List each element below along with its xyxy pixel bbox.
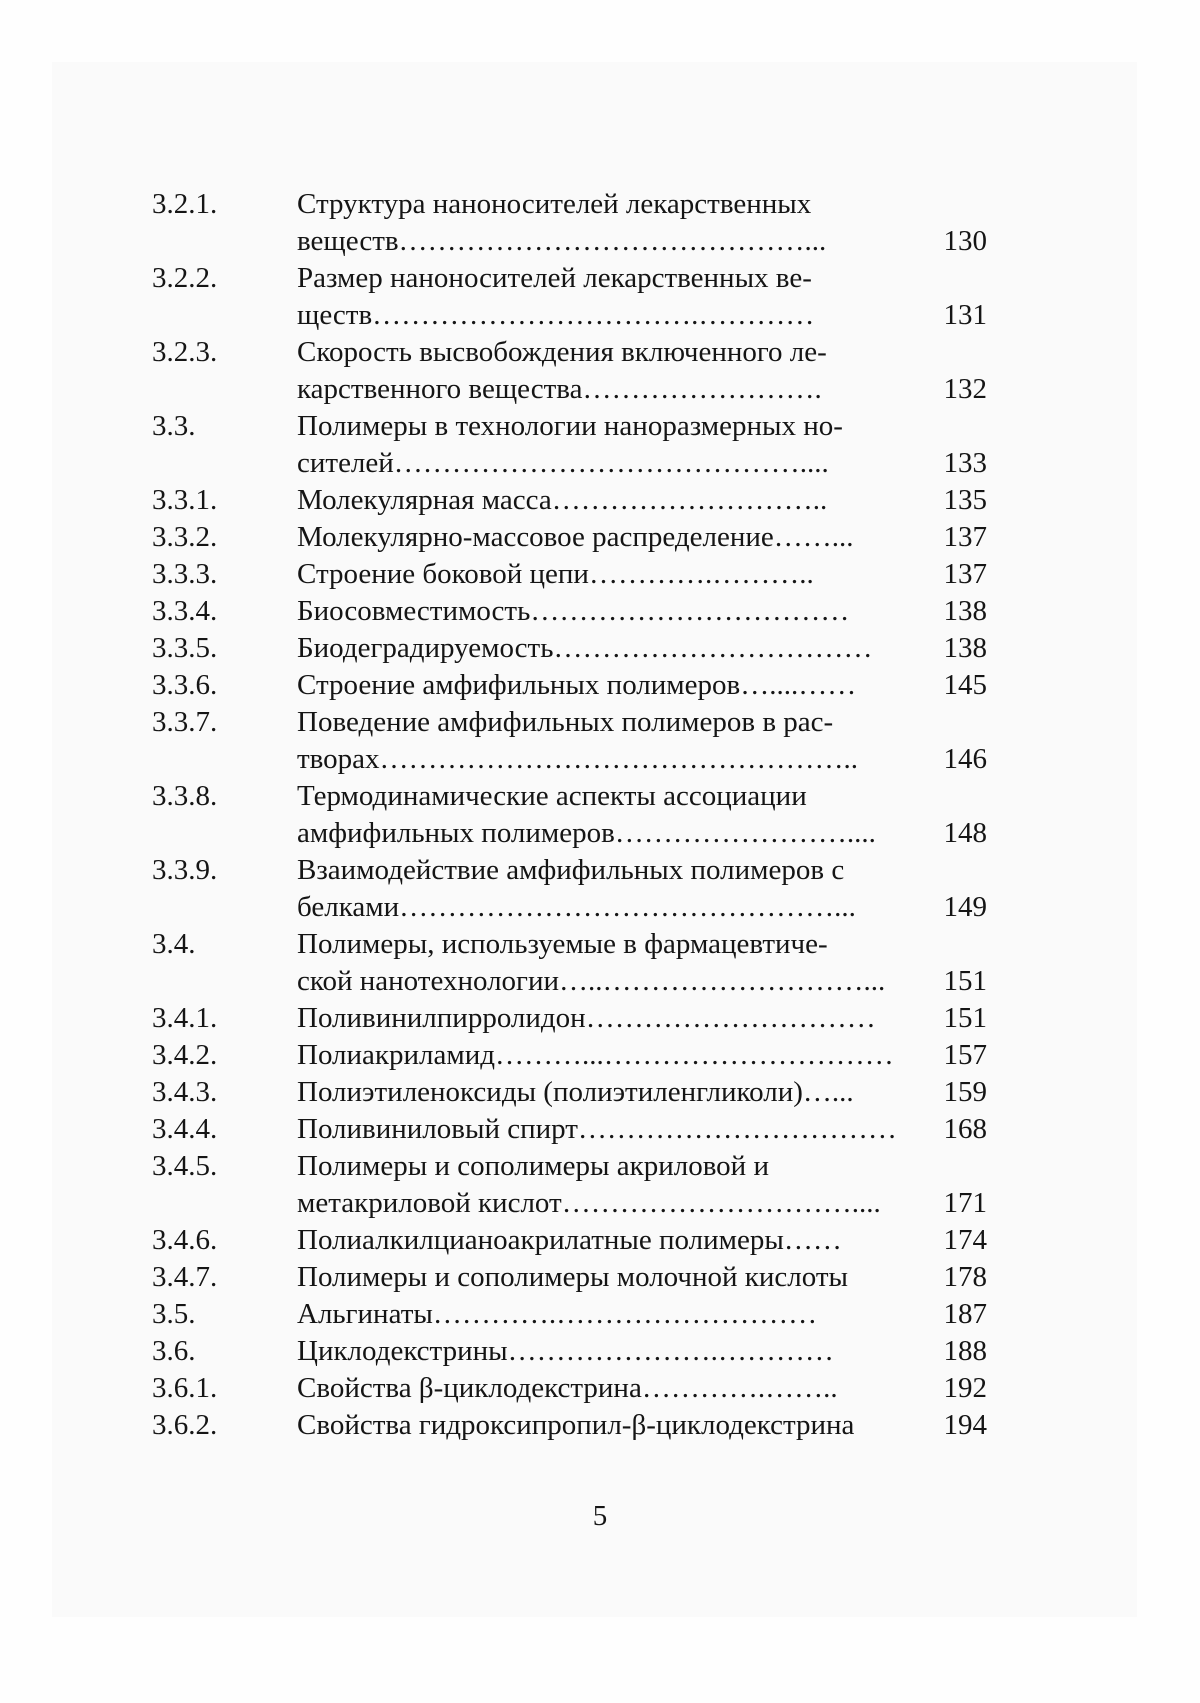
toc-entry-page: 171 — [943, 1187, 987, 1219]
toc-entry-number: 3.2.1. — [152, 188, 218, 220]
toc-entry — [152, 1370, 1012, 1407]
toc-entry — [152, 1296, 1012, 1333]
toc-entry-page: 138 — [943, 595, 987, 627]
toc-entry-page: 130 — [943, 225, 987, 257]
toc-entry-number: 3.4. — [152, 928, 196, 960]
toc-entry — [152, 667, 1012, 704]
toc-entry-page: 168 — [943, 1113, 987, 1145]
toc-entry-page: 146 — [943, 743, 987, 775]
toc-entry — [152, 1222, 1012, 1259]
toc-entry-number: 3.4.1. — [152, 1002, 218, 1034]
toc-entry-title: Полиэтиленоксиды (полиэтиленгликоли)…... — [297, 1076, 854, 1108]
toc-entry-page: 192 — [943, 1372, 987, 1404]
toc-entry-title: Полимеры в технологии наноразмерных но- сителей…………………………………….... — [297, 410, 843, 479]
toc-entry-page: 131 — [943, 299, 987, 331]
toc-entry-page: 157 — [943, 1039, 987, 1071]
toc-entry-title: Циклодекстрины………………….………… — [297, 1335, 834, 1367]
toc-entry-title: Молекулярно-массовое распределение……... — [297, 521, 854, 553]
toc-entry-number: 3.6. — [152, 1335, 196, 1367]
toc-entry-page: 178 — [943, 1261, 987, 1293]
toc-entry-number: 3.3.2. — [152, 521, 218, 553]
toc-entry-page: 174 — [943, 1224, 987, 1256]
toc-entry-page: 137 — [943, 558, 987, 590]
toc-entry — [152, 1074, 1012, 1111]
toc-entry-page: 138 — [943, 632, 987, 664]
toc-entry-number: 3.3.8. — [152, 780, 218, 812]
toc-entry-number: 3.3.1. — [152, 484, 218, 516]
toc-entry — [152, 1000, 1012, 1037]
toc-entry-number: 3.5. — [152, 1298, 196, 1330]
toc-entry-title: Полиалкилцианоакрилатные полимеры…… — [297, 1224, 842, 1256]
toc-entry-number: 3.3. — [152, 410, 196, 442]
toc-entry-title: Полимеры и сополимеры акриловой и метакриловой кислот………………………….... — [297, 1150, 881, 1219]
toc-entry-page: 151 — [943, 965, 987, 997]
toc-entry-title: Строение боковой цепи………….……….. — [297, 558, 814, 590]
toc-entry-title: Строение амфифильных полимеров…....…… — [297, 669, 857, 701]
toc-entry-number: 3.6.2. — [152, 1409, 218, 1441]
toc-entry-number: 3.4.2. — [152, 1039, 218, 1071]
toc-entry-page: 132 — [943, 373, 987, 405]
toc-entry — [152, 926, 1012, 1000]
toc-entry-number: 3.2.3. — [152, 336, 218, 368]
toc-entry-title: Свойства β-циклодекстрина………….…….. — [297, 1372, 838, 1404]
toc-entry-page: 194 — [943, 1409, 987, 1441]
toc-entry-title: Структура наноносителей лекарственных веществ……………………………………... — [297, 188, 827, 257]
toc-entry — [152, 334, 1012, 408]
toc-entry-title: Скорость высвобождения включенного ле- карственного вещества……………………. — [297, 336, 827, 405]
toc-entry-title: Полимеры, используемые в фармацевтиче- ской нанотехнологии…..………………………... — [297, 928, 886, 997]
toc-entry-title: Полимеры и сополимеры молочной кислоты — [297, 1261, 849, 1293]
toc-entry — [152, 1111, 1012, 1148]
toc-entry-page: 135 — [943, 484, 987, 516]
toc-entry-page: 159 — [943, 1076, 987, 1108]
toc-entry-number: 3.3.6. — [152, 669, 218, 701]
toc-entry — [152, 704, 1012, 778]
toc-entry-title: Поливинилпирролидон………………………… — [297, 1002, 876, 1034]
toc-entry — [152, 556, 1012, 593]
toc-entry-title: Поведение амфифильных полимеров в рас- творах………………………………………….. — [297, 706, 859, 775]
toc-entry — [152, 1037, 1012, 1074]
toc-entry-title: Биодеградируемость…………………………… — [297, 632, 873, 664]
toc-entry — [152, 519, 1012, 556]
toc-entry-title: Альгинаты………….……………………… — [297, 1298, 818, 1330]
toc-entry-title: Термодинамические аспекты ассоциации амфифильных полимеров…………………….... — [297, 780, 876, 849]
toc-entry-number: 3.3.4. — [152, 595, 218, 627]
toc-entry-number: 3.4.3. — [152, 1076, 218, 1108]
toc-entry-title: Поливиниловый спирт…………………………… — [297, 1113, 897, 1145]
toc-entry-number: 3.4.7. — [152, 1261, 218, 1293]
toc-entry-page: 149 — [943, 891, 987, 923]
toc-entry — [152, 1333, 1012, 1370]
toc-entry-number: 3.4.6. — [152, 1224, 218, 1256]
toc-entry-number: 3.3.9. — [152, 854, 218, 886]
toc-entry-page: 151 — [943, 1002, 987, 1034]
toc-entry-title: Свойства гидроксипропил-β-циклодекстрина — [297, 1409, 855, 1441]
toc-entry — [152, 260, 1012, 334]
toc-entry-title: Биосовместимость…………………………… — [297, 595, 850, 627]
toc-entry — [152, 1148, 1012, 1222]
toc-entry — [152, 186, 1012, 260]
toc-entry-title: Взаимодействие амфифильных полимеров с белками………………………………………... — [297, 854, 856, 923]
toc-entry-number: 3.3.5. — [152, 632, 218, 664]
toc-entry-number: 3.3.7. — [152, 706, 218, 738]
toc-entry-page: 188 — [943, 1335, 987, 1367]
toc-entry — [152, 1259, 1012, 1296]
toc-entry — [152, 593, 1012, 630]
toc-entry — [152, 630, 1012, 667]
page-number: 5 — [592, 1500, 608, 1532]
toc-entry-page: 145 — [943, 669, 987, 701]
toc-entry-number: 3.2.2. — [152, 262, 218, 294]
toc-entry-title: Размер наноносителей лекарственных ве- ществ…………………………….………… — [297, 262, 815, 331]
toc-entry-number: 3.6.1. — [152, 1372, 218, 1404]
toc-entry-title: Молекулярная масса……………………….. — [297, 484, 828, 516]
toc-entry-page: 187 — [943, 1298, 987, 1330]
toc-entry-page: 133 — [943, 447, 987, 479]
toc-entry — [152, 852, 1012, 926]
toc-entry-title: Полиакриламид………...………………………… — [297, 1039, 894, 1071]
toc-entry — [152, 778, 1012, 852]
toc-entry — [152, 408, 1012, 482]
toc-entry-number: 3.4.4. — [152, 1113, 218, 1145]
toc-entry-page: 137 — [943, 521, 987, 553]
toc-entry — [152, 1407, 1012, 1444]
toc-entry-page: 148 — [943, 817, 987, 849]
table-of-contents — [152, 186, 1012, 1444]
toc-entry-number: 3.3.3. — [152, 558, 218, 590]
toc-entry — [152, 482, 1012, 519]
toc-entry-number: 3.4.5. — [152, 1150, 218, 1182]
